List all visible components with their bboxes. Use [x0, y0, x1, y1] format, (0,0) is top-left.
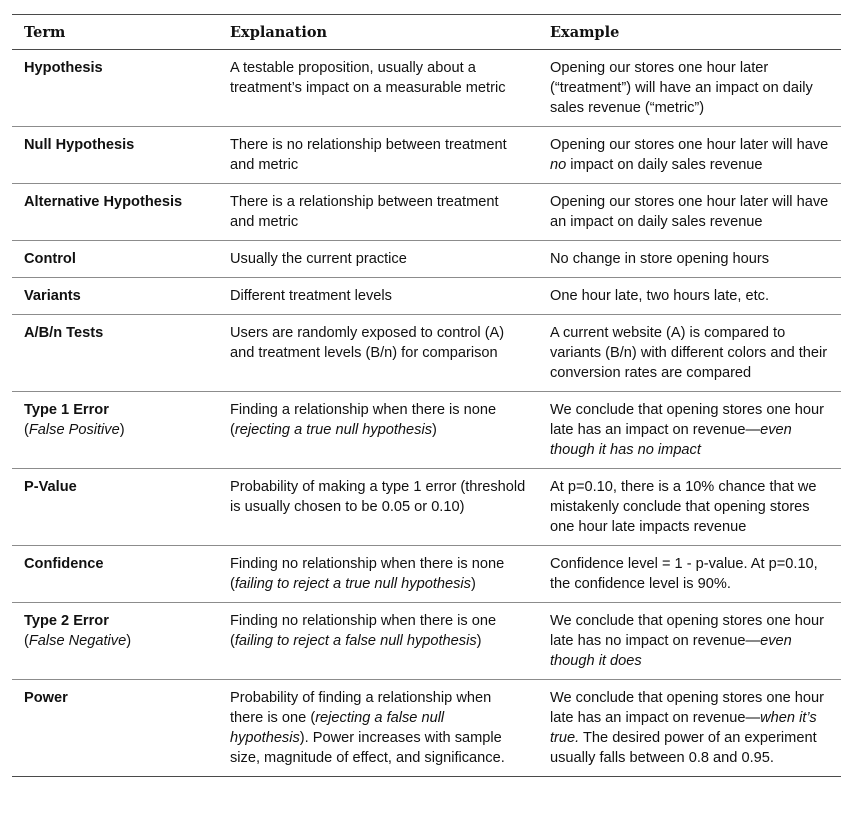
explanation-text: There is no relationship between treatment and metric: [230, 137, 507, 173]
glossary-table: [12, 14, 841, 777]
term-label: Hypothesis: [24, 60, 103, 76]
explanation-cell: [218, 603, 538, 680]
example-text: We conclude that opening stores one hour late has no impact on revenue—: [550, 613, 824, 649]
table-row: [12, 469, 841, 546]
header-row: [12, 15, 841, 50]
term-cell: [12, 315, 218, 392]
explanation-text: ): [470, 576, 476, 592]
example-text: No change in store opening hours: [550, 251, 770, 267]
example-text: even though it does: [550, 633, 792, 669]
explanation-cell: [218, 241, 538, 278]
example-cell: [538, 546, 841, 603]
explanation-text: Different treatment levels: [230, 288, 392, 304]
table-row: [12, 50, 841, 127]
example-cell: [538, 241, 841, 278]
explanation-cell: [218, 392, 538, 469]
example-cell: [538, 315, 841, 392]
example-cell: [538, 127, 841, 184]
example-text: At p=0.10, there is a 10% chance that we mistakenly conclude that opening stores one hour late impacts revenue: [550, 479, 817, 535]
example-text: The desired power of an experiment usually falls between 0.8 and 0.95.: [550, 730, 817, 766]
term-label: Alternative Hypothesis: [24, 194, 183, 210]
explanation-cell: [218, 469, 538, 546]
term-subtitle-text: False Negative: [28, 633, 127, 649]
example-text: One hour late, two hours late, etc.: [550, 288, 770, 304]
example-text: Opening our stores one hour later will have: [550, 137, 829, 153]
table-row: [12, 127, 841, 184]
explanation-cell: [218, 50, 538, 127]
explanation-text: ). Power increases with sample size, magnitude of effect, and significance.: [230, 730, 505, 766]
explanation-text: There is a relationship between treatment and metric: [230, 194, 499, 230]
explanation-text: Finding no relationship when there is one (: [230, 613, 497, 649]
example-cell: [538, 278, 841, 315]
table-row: [12, 546, 841, 603]
term-cell: [12, 392, 218, 469]
explanation-text: rejecting a true null hypothesis: [234, 422, 433, 438]
glossary-table-container: [12, 14, 841, 777]
term-cell: [12, 680, 218, 777]
column-header-example: Example: [550, 24, 620, 41]
explanation-text: ): [476, 633, 482, 649]
term-label: A/B/n Tests: [24, 325, 104, 341]
table-body: [12, 50, 841, 777]
table-row: [12, 680, 841, 777]
explanation-text: A testable proposition, usually about a treatment’s impact on a measurable metric: [230, 60, 506, 96]
explanation-text: Finding a relationship when there is none (: [230, 402, 497, 438]
explanation-text: Probability of finding a relationship when there is one (: [230, 690, 492, 726]
column-header-explanation: Explanation: [230, 24, 328, 41]
example-text: impact on daily sales revenue: [566, 157, 763, 173]
term-label: Null Hypothesis: [24, 137, 135, 153]
example-cell: [538, 469, 841, 546]
term-cell: [12, 546, 218, 603]
table-row: [12, 392, 841, 469]
example-text: Opening our stores one hour later (“treatment”) will have an impact on daily sales revenue (“metric”): [550, 60, 813, 116]
explanation-text: failing to reject a false null hypothesis: [234, 633, 477, 649]
example-cell: [538, 603, 841, 680]
term-cell: [12, 278, 218, 315]
term-subtitle: (False Positive): [24, 422, 125, 438]
term-label: Control: [24, 251, 76, 267]
example-cell: [538, 184, 841, 241]
explanation-text: Finding no relationship when there is none (: [230, 556, 505, 592]
table-row: [12, 241, 841, 278]
table-header: [12, 15, 841, 50]
explanation-cell: [218, 315, 538, 392]
example-cell: [538, 392, 841, 469]
explanation-text: Users are randomly exposed to control (A) and treatment levels (B/n) for comparison: [230, 325, 505, 361]
term-cell: [12, 603, 218, 680]
explanation-text: rejecting a false null hypothesis: [230, 710, 445, 746]
example-text: when it’s true.: [550, 710, 817, 746]
term-label: Variants: [24, 288, 81, 304]
term-subtitle: (False Negative): [24, 633, 132, 649]
term-label: Confidence: [24, 556, 104, 572]
example-text: no: [550, 157, 567, 173]
term-cell: [12, 469, 218, 546]
explanation-text: Probability of making a type 1 error (threshold is usually chosen to be 0.05 or 0.10): [230, 479, 526, 515]
explanation-cell: [218, 184, 538, 241]
explanation-cell: [218, 278, 538, 315]
explanation-text: failing to reject a true null hypothesis: [234, 576, 471, 592]
example-text: We conclude that opening stores one hour late has an impact on revenue—: [550, 690, 824, 726]
example-cell: [538, 50, 841, 127]
example-cell: [538, 680, 841, 777]
term-cell: [12, 184, 218, 241]
explanation-text: ): [432, 422, 437, 438]
term-label: Power: [24, 690, 68, 706]
example-text: A current website (A) is compared to variants (B/n) with different colors and their conversion rates are compared: [550, 325, 828, 381]
table-row: [12, 184, 841, 241]
example-text: even though it has no impact: [550, 422, 792, 458]
table-row: [12, 603, 841, 680]
term-label: Type 2 Error: [24, 613, 109, 629]
explanation-cell: [218, 680, 538, 777]
term-cell: [12, 50, 218, 127]
term-subtitle-text: False Positive: [28, 422, 120, 438]
table-row: [12, 278, 841, 315]
column-header-term: Term: [24, 24, 66, 41]
example-text: We conclude that opening stores one hour late has an impact on revenue—: [550, 402, 824, 438]
explanation-cell: [218, 127, 538, 184]
term-cell: [12, 241, 218, 278]
term-label: P-Value: [24, 479, 77, 495]
table-row: [12, 315, 841, 392]
example-text: Confidence level = 1 - p-value. At p=0.10, the confidence level is 90%.: [550, 556, 818, 592]
explanation-cell: [218, 546, 538, 603]
term-cell: [12, 127, 218, 184]
explanation-text: Usually the current practice: [230, 251, 407, 267]
example-text: Opening our stores one hour later will have an impact on daily sales revenue: [550, 194, 829, 230]
term-label: Type 1 Error: [24, 402, 109, 418]
